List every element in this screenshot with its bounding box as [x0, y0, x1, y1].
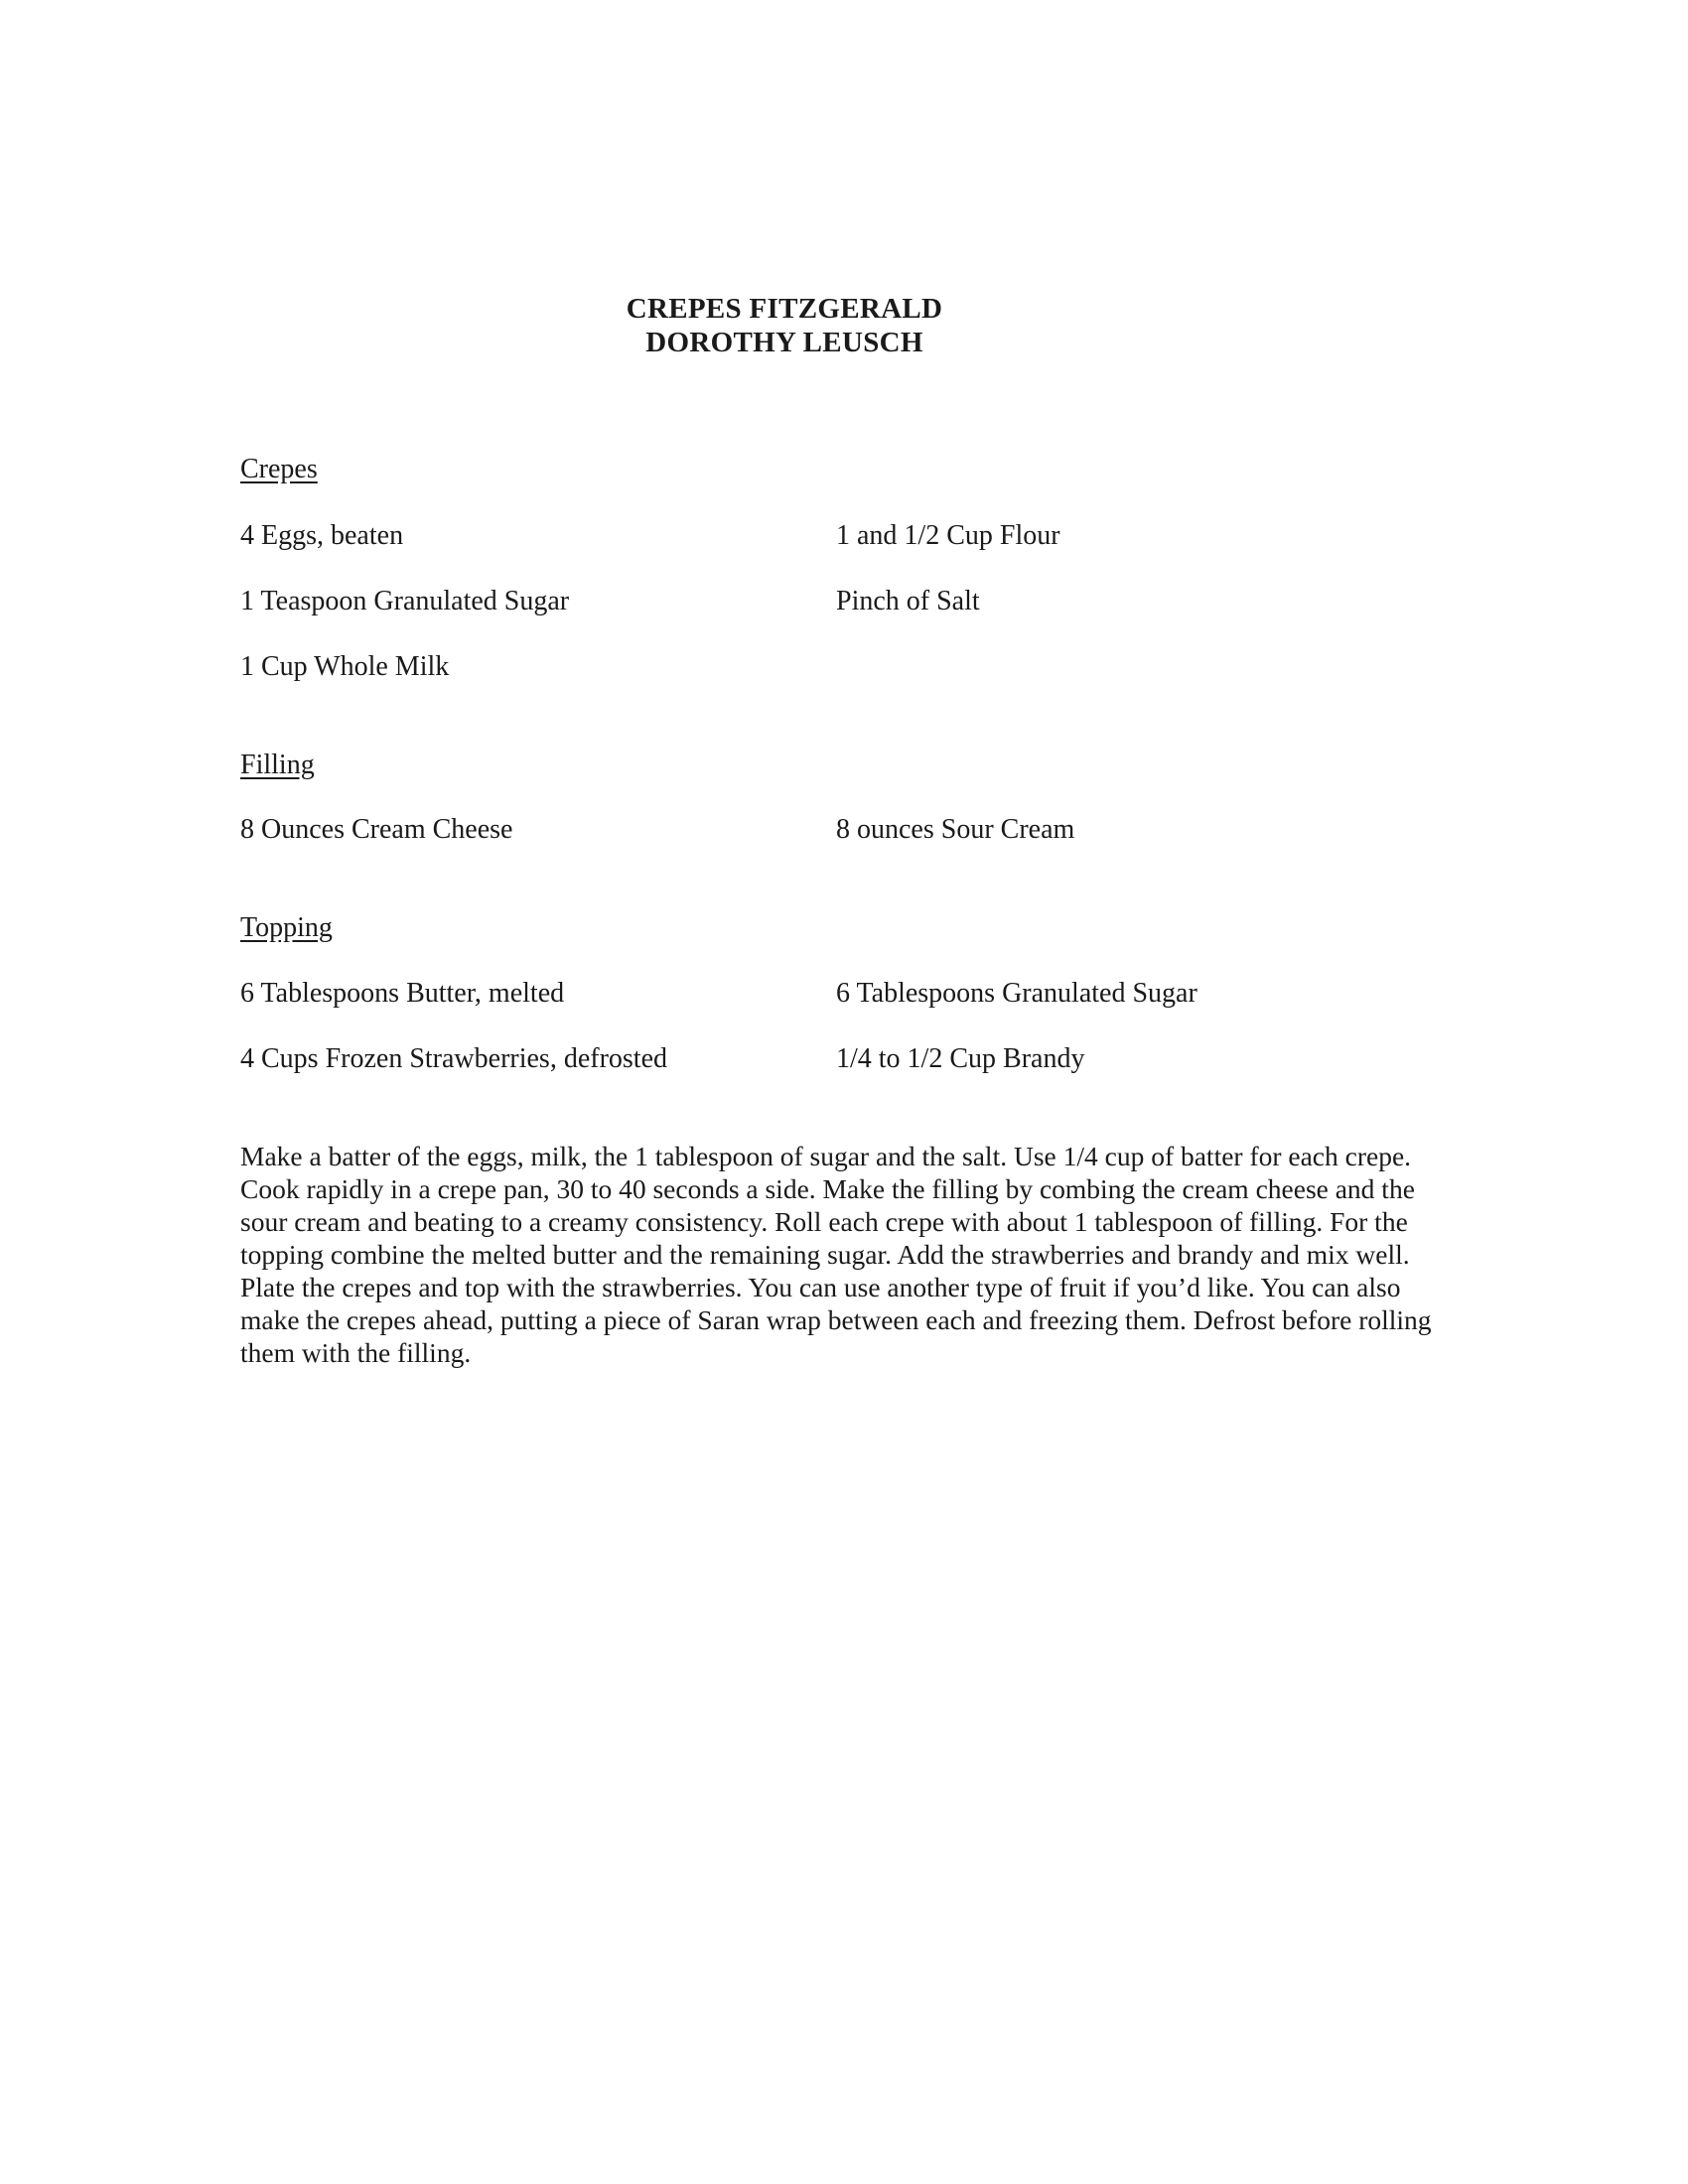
instructions-paragraph: Make a batter of the eggs, milk, the 1 tablespoon of sugar and the salt. Use 1/4 cup of batter for each crepe. Cook rapidly in a crepe pan, 30 to 40 seconds a side. Make the filling by combing the cream cheese and the sour cream and beating to a creamy consistency. Roll each crepe with about 1 tablespoon of filling. For the topping combine the melted butter and the remaining sugar. Add the strawberries and brandy and mix well. Plate the crepes and top with the strawberries. You can use another type of fruit if you’d like. You can also make the crepes ahead, putting a piece of Saran wrap between each and freezing them. Defrost before rolling them with the filling.: [240, 1141, 1432, 1368]
recipe-author: DOROTHY LEUSCH: [645, 327, 923, 358]
ingredient-item: Pinch of Salt: [836, 586, 980, 616]
ingredient-item: 6 Tablespoons Butter, melted: [240, 978, 565, 1009]
recipe-header: [0, 292, 1569, 359]
ingredient-item: 1 Teaspoon Granulated Sugar: [240, 586, 570, 616]
ingredient-item: 1/4 to 1/2 Cup Brandy: [836, 1043, 1085, 1074]
ingredient-item: 6 Tablespoons Granulated Sugar: [836, 978, 1197, 1009]
ingredient-item: 1 Cup Whole Milk: [240, 651, 450, 682]
ingredient-item: 1 and 1/2 Cup Flour: [836, 520, 1060, 551]
section-heading-filling: Filling: [240, 750, 315, 780]
ingredient-item: 4 Cups Frozen Strawberries, defrosted: [240, 1043, 668, 1074]
section-heading-topping: Topping: [240, 912, 333, 943]
ingredient-item: 8 Ounces Cream Cheese: [240, 814, 513, 845]
section-heading-crepes: Crepes: [240, 454, 318, 484]
recipe-title: CREPES FITZGERALD: [626, 293, 943, 325]
ingredient-item: 4 Eggs, beaten: [240, 520, 404, 551]
ingredient-item: 8 ounces Sour Cream: [836, 814, 1075, 845]
